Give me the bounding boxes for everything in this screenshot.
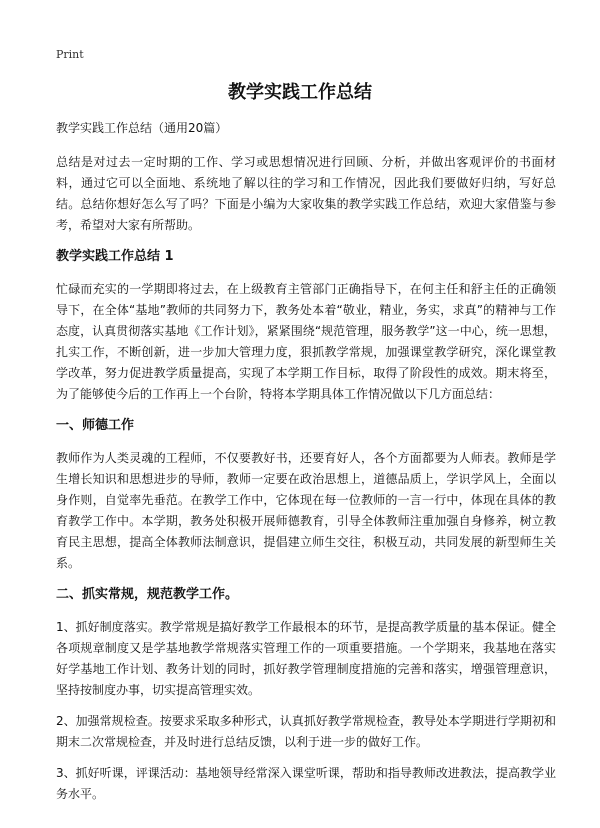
section-heading: 教学实践工作总结 1 <box>56 249 174 264</box>
section-paragraph: 忙碌而充实的一学期即将过去，在上级教育主管部门正确指导下，在何主任和舒主任的正确领导下，在全体“基地”教师的共同努力下，教务处本着“敬业，精业，务实，求真”的精神与工作态度，认真贯彻落实基地《工作计划》，紧紧围绕“规范管理，服务教学”这一中心，统一思想，扎实工作，不断创新，进一步加大管理力度，狠抓教学常规，加强课堂教学研究，深化课堂教学改革，努力促进教学质量提高，实现了本学期工作目标，取得了阶段性的成效。期末将至，为了能够使今后的工作再上一个台阶，特将本学期具体工作情况做以下几方面总结： <box>56 282 556 401</box>
document-body <box>56 118 556 815</box>
routine-item-1: 1、抓好制度落实。教学常规是搞好教学工作最根本的环节，是提高教学质量的基本保证。健全各项规章制度又是学基地教学常规落实管理工作的一项重要措施。一个学期来，我基地在落实好学基地工作计划、教务计划的同时，抓好教学管理制度措施的完善和落实，增强管理意识，坚持按制度办事，切实提高管理实效。 <box>56 620 556 697</box>
print-label[interactable]: Print <box>56 48 84 61</box>
routine-item-3: 3、抓好听课，评课活动：基地领导经常深入课堂听课，帮助和指导教师改进教法，提高教学业务水平。 <box>56 766 556 801</box>
intro-paragraph: 总结是对过去一定时期的工作、学习或思想情况进行回顾、分析，并做出客观评价的书面材料，通过它可以全面地、系统地了解以往的学习和工作情况，因此我们要做好归纳，写好总结。总结你想好怎么写了吗？下面是小编为大家收集的教学实践工作总结，欢迎大家借鉴与参考，希望对大家有所帮助。 <box>56 155 556 232</box>
routine-heading: 二、抓实常规，规范教学工作。 <box>56 587 239 602</box>
page-title: 教学实践工作总结 <box>228 82 372 103</box>
document-subtitle: 教学实践工作总结（通用20篇） <box>56 121 228 135</box>
routine-item-2: 2、加强常规检查。按要求采取多种形式，认真抓好教学常规检查，教导处本学期进行学期初和期末二次常规检查，并及时进行总结反馈，以利于进一步的做好工作。 <box>56 714 556 749</box>
teacher-ethics-heading: 一、师德工作 <box>56 418 135 433</box>
teacher-ethics-paragraph: 教师作为人类灵魂的工程师，不仅要教好书，还要育好人，各个方面都要为人师表。教师是学生增长知识和思想进步的导师，教师一定要在政治思想上，道德品质上，学识学风上，全面以身作则，自觉率先垂范。在教学工作中，它体现在每一位教师的一言一行中，体现在具体的教育教学工作中。本学期，教务处积极开展师德教育，引导全体教师注重加强自身修养，树立教育民主思想，提高全体教师法制意识，提倡建立师生交往，积极互动，共同发展的新型师生关系。 <box>56 451 556 570</box>
